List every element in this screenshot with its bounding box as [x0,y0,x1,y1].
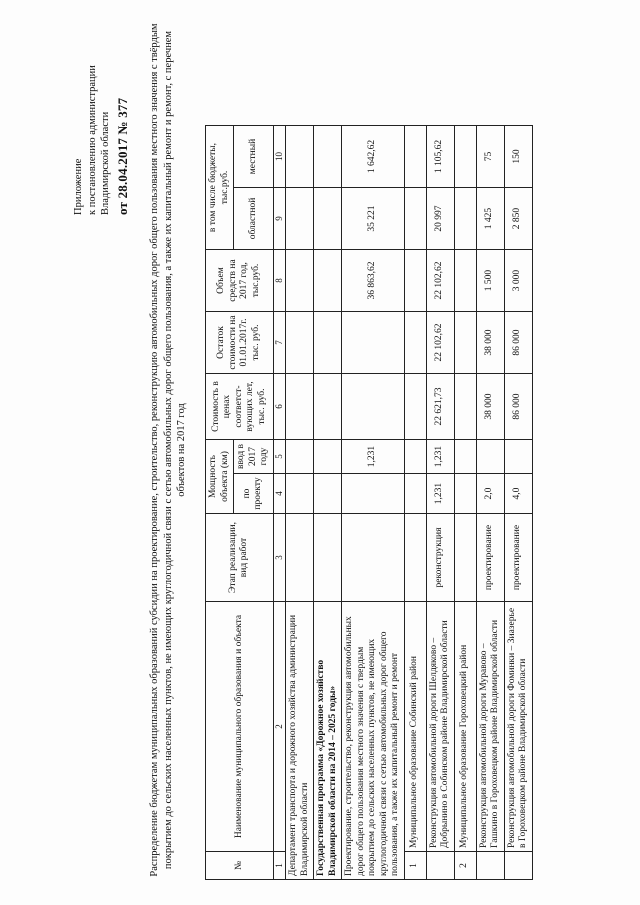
index-cell: 4 [273,474,286,514]
document-title: Распределение бюджетам муниципальных образований субсидии на проектирование, строительство, реконструкцию автомобильных дорог общего пользования местного значения с твёрдым покрытием до сельских населенных пунктов, не имеющих круглогодичной связи с сетью автомобильных дорог общего пользования, а также их капитальный ремонт и ремонт, с перечнем объектов на 2017 год [149,23,187,877]
table-row-department [286,126,314,880]
header-local: местный [234,126,274,188]
header-funding: Объем средств на 2017 год, тыс.руб. [206,250,274,312]
table-row-mo-1 [404,126,426,880]
object-3-regional: 2 850 [504,188,532,250]
mo-2-number: 2 [454,852,476,880]
mo-2-name: Муниципальное образование Гороховецкий район [454,602,476,852]
index-cell: 5 [273,440,286,474]
object-3-funding: 3 000 [504,250,532,312]
appendix-line-1: к постановлению администрации [86,65,98,215]
index-cell: 2 [273,602,286,852]
index-cell: 6 [273,374,286,440]
header-cap-project: по проекту [234,474,274,514]
appendix-label: Приложение [73,158,84,215]
header-name: Наименование муниципального образования и объекта [206,602,274,852]
object-2-remaining: 38 000 [476,312,504,374]
object-3-cost: 86 000 [504,374,532,440]
table-row-section [342,126,405,880]
object-3-cap-project: 4,0 [504,474,532,514]
object-3-remaining: 86 000 [504,312,532,374]
header-remaining: Остаток стоимости на 01.01.2017г. тыс. руб. [206,312,274,374]
object-1-remaining: 22 102,62 [426,312,454,374]
object-2-cost: 38 000 [476,374,504,440]
object-2-funding: 1 500 [476,250,504,312]
object-1-cap-project: 1,231 [426,474,454,514]
object-2-cap-project: 2,0 [476,474,504,514]
object-3-name: Реконструкция автомобильной дороги Фоминки – Зиазерье в Гороховецком районе Владимирской области [504,602,532,852]
distribution-table [205,125,533,880]
section-funding: 36 863,62 [342,250,405,312]
header-cost: Стоимость в ценах соответст-вующих лет, тыс. руб. [206,374,274,440]
header-incl-budgets: в том числе бюджеты, тыс.руб. [206,126,234,250]
section-regional: 35 221 [342,188,405,250]
object-1-name: Реконструкция автомобильной дороги Шелдяково – Добрынино в Собинском районе Владимирской области [426,602,454,852]
mo-1-number: 1 [404,852,426,880]
object-1-funding: 22 102,62 [426,250,454,312]
section-local: 1 642,62 [342,126,405,188]
object-2-regional: 1 425 [476,188,504,250]
index-cell: 7 [273,312,286,374]
appendix-line-2: Владимирской области [100,111,111,215]
object-2-name: Реконструкция автомобильной дороги Муравово – Гашкино в Гороховецком районе Владимирской области [476,602,504,852]
object-2-stage: проектирование [476,514,504,602]
object-1-cost: 22 621,73 [426,374,454,440]
appendix-block [72,15,129,215]
table-row-mo-2 [454,126,476,880]
object-1-regional: 20 997 [426,188,454,250]
object-1-cap-2017: 1,231 [426,440,454,474]
table-row-object-1 [426,126,454,880]
order-date-number: от 28.04.2017 № 377 [114,97,130,215]
index-cell: 3 [273,514,286,602]
object-3-local: 150 [504,126,532,188]
object-1-stage: реконструкция [426,514,454,602]
index-cell: 8 [273,250,286,312]
index-cell: 10 [273,126,286,188]
section-cap-2017: 1,231 [342,440,405,474]
header-no: № [206,852,274,880]
table-row-object-2 [476,126,504,880]
header-stage: Этап реализации, вид работ [206,514,274,602]
section-name: Проектирование, строительство, реконструкция автомобильных дорог общего пользования местного значения с твердым покрытием до сельских населенных пунктов, не имеющих круглогодичной связи с сетью автомобильных дорог общего пользования, а также их капитальный ремонт и ремонт [342,602,405,880]
header-capacity: Мощность объекта (км) [206,440,234,514]
mo-1-name: Муниципальное образование Собинский район [404,602,426,852]
table-row-program [314,126,342,880]
object-1-local: 1 105,62 [426,126,454,188]
index-cell: 1 [273,852,286,880]
object-3-stage: проектирование [504,514,532,602]
column-index-row [273,126,286,880]
table-row-object-3 [504,126,532,880]
index-cell: 9 [273,188,286,250]
program-name: Государственная программа «Дорожное хозяйство Владимирской области на 2014 – 2025 годы» [314,602,342,880]
department-name: Департамент транспорта и дорожного хозяйства администрации Владимирской области [286,602,314,880]
object-2-local: 75 [476,126,504,188]
header-regional: областной [234,188,274,250]
header-cap-2017: ввод в 2017 году [234,440,274,474]
